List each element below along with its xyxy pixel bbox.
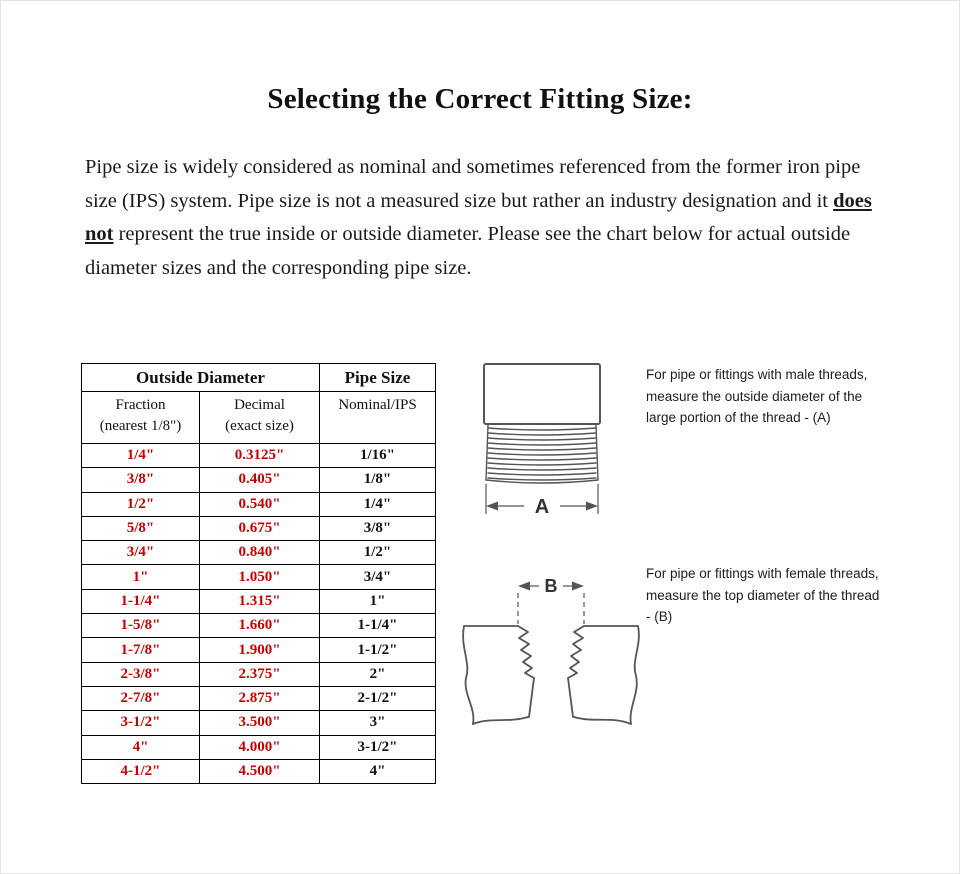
table-cell: 1/16"	[320, 444, 436, 468]
table-cell: 3-1/2"	[82, 711, 200, 735]
table-subheader-row	[82, 392, 436, 444]
table-row	[82, 541, 436, 565]
table-cell: 1.315"	[200, 589, 320, 613]
decimal-note: (exact size)	[225, 418, 294, 434]
table-row	[82, 468, 436, 492]
table-cell: 1/8"	[320, 468, 436, 492]
table-cell: 4"	[320, 759, 436, 783]
pipe-body	[484, 364, 600, 424]
decimal-column-header	[200, 392, 320, 444]
pipe-threads	[486, 425, 598, 483]
table-cell: 5/8"	[82, 516, 200, 540]
table-cell: 3-1/2"	[320, 735, 436, 759]
table-cell: 1-1/4"	[82, 589, 200, 613]
table-row	[82, 711, 436, 735]
table-cell: 1/4"	[82, 444, 200, 468]
table-cell: 1.900"	[200, 638, 320, 662]
table-cell: 1-7/8"	[82, 638, 200, 662]
table-cell: 1.660"	[200, 614, 320, 638]
table-cell: 4.000"	[200, 735, 320, 759]
table-cell: 1.050"	[200, 565, 320, 589]
fraction-label: Fraction	[115, 397, 166, 413]
table-cell: 1-1/2"	[320, 638, 436, 662]
table-cell: 0.840"	[200, 541, 320, 565]
table-row	[82, 662, 436, 686]
page-title: Selecting the Correct Fitting Size:	[267, 83, 693, 115]
table-cell: 4-1/2"	[82, 759, 200, 783]
intro-paragraph	[85, 151, 877, 285]
table-cell: 2.375"	[200, 662, 320, 686]
table-row	[82, 759, 436, 783]
table-cell: 0.540"	[200, 492, 320, 516]
table-cell: 1"	[82, 565, 200, 589]
dimension-b-label: B	[544, 576, 558, 596]
table-cell: 3.500"	[200, 711, 320, 735]
table-cell: 2-1/2"	[320, 686, 436, 710]
fraction-column-header	[82, 392, 200, 444]
table-cell: 0.675"	[200, 516, 320, 540]
female-thread-note: For pipe or fittings with female threads, measure the top diameter of the thread - (B)	[646, 566, 880, 624]
dimension-a-label: A	[534, 496, 550, 518]
table-cell: 1"	[320, 589, 436, 613]
table-cell: 3/4"	[82, 541, 200, 565]
table-row	[82, 614, 436, 638]
table-row	[82, 444, 436, 468]
table-cell: 3/4"	[320, 565, 436, 589]
pipe-size-header: Pipe Size	[320, 364, 436, 392]
intro-text-after: represent the true inside or outside diameter. Please see the chart below for actual outside diameter sizes and the corresponding pipe size.	[85, 223, 851, 279]
male-thread-note: For pipe or fittings with male threads, measure the outside diameter of the large portion of the thread - (A)	[646, 367, 868, 425]
table-cell: 2.875"	[200, 686, 320, 710]
table-row	[82, 686, 436, 710]
table-cell: 1/4"	[320, 492, 436, 516]
table-row	[82, 565, 436, 589]
table-cell: 0.405"	[200, 468, 320, 492]
table-cell: 4.500"	[200, 759, 320, 783]
table-header-row	[82, 364, 436, 392]
intro-text-before: Pipe size is widely considered as nominal and sometimes referenced from the former iron pipe size (IPS) system. Pipe size is not a measured size but rather an industry designation and it	[85, 156, 861, 212]
fitting-cross-section	[463, 626, 639, 724]
fraction-note: (nearest 1/8")	[99, 418, 182, 434]
table-cell: 2-7/8"	[82, 686, 200, 710]
male-pipe-diagram	[456, 362, 626, 522]
table-cell: 1/2"	[82, 492, 200, 516]
table-row	[82, 589, 436, 613]
table-row	[82, 516, 436, 540]
nominal-label: Nominal/IPS	[338, 397, 417, 413]
table-row	[82, 638, 436, 662]
table-cell: 2-3/8"	[82, 662, 200, 686]
female-fitting-diagram	[456, 566, 646, 738]
size-table	[81, 363, 436, 784]
table-cell: 1/2"	[320, 541, 436, 565]
decimal-label: Decimal	[234, 397, 285, 413]
table-cell: 3/8"	[320, 516, 436, 540]
size-table-body	[82, 444, 436, 784]
table-cell: 1-5/8"	[82, 614, 200, 638]
table-cell: 3"	[320, 711, 436, 735]
nominal-column-header	[320, 392, 436, 444]
table-row	[82, 492, 436, 516]
table-cell: 0.3125"	[200, 444, 320, 468]
intro-emphasis: does not	[85, 189, 872, 245]
table-row	[82, 735, 436, 759]
table-cell: 2"	[320, 662, 436, 686]
table-cell: 4"	[82, 735, 200, 759]
table-cell: 1-1/4"	[320, 614, 436, 638]
table-cell: 3/8"	[82, 468, 200, 492]
outside-diameter-header: Outside Diameter	[82, 364, 320, 392]
